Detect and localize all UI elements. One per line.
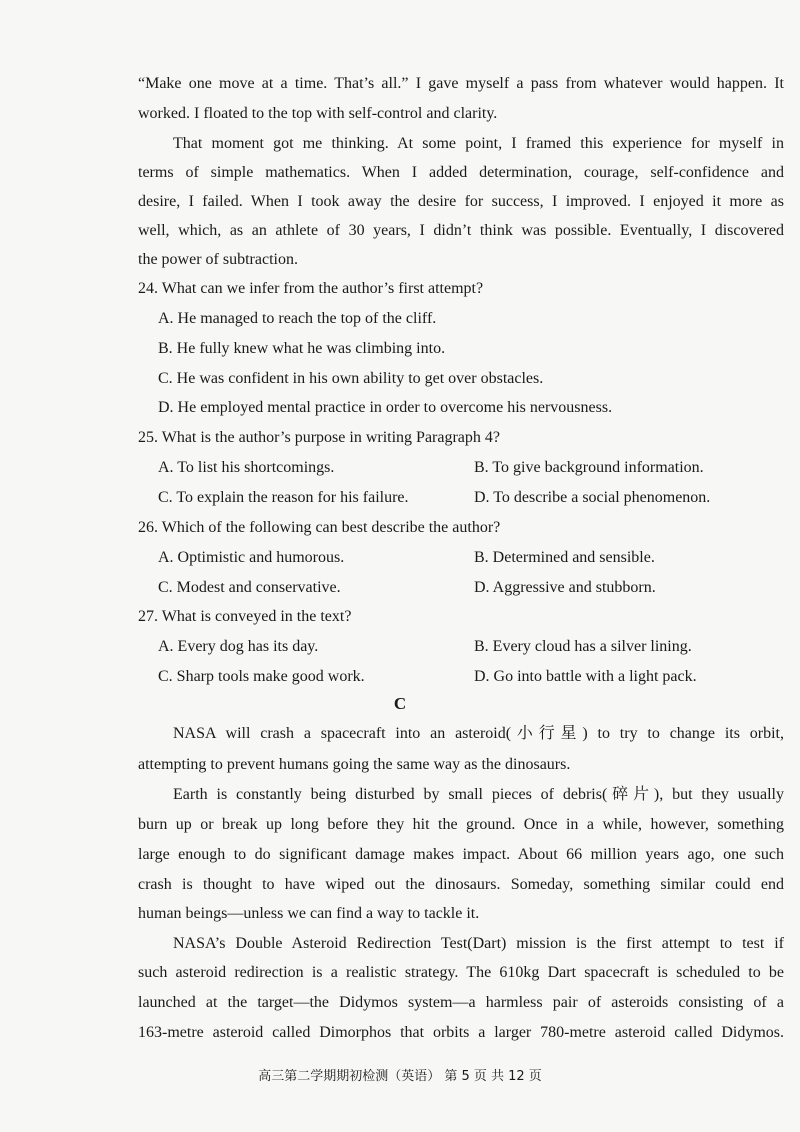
passage-c-p2-line-3: large enough to do significant damage makes impact. About 66 million years ago, one such — [138, 846, 784, 863]
question-26-option-c: C. Modest and conservative. — [158, 579, 341, 596]
passage-c-p1-line-2: attempting to prevent humans going the same way as the dinosaurs. — [138, 756, 571, 773]
question-27-option-d: D. Go into battle with a light pack. — [474, 668, 697, 685]
question-24-stem: 24. What can we infer from the author’s first attempt? — [138, 280, 484, 297]
passage-c-heading: C — [393, 694, 407, 713]
question-26-option-a: A. Optimistic and humorous. — [158, 549, 345, 566]
question-26-option-d: D. Aggressive and stubborn. — [474, 579, 656, 596]
passage-b-p1-line-2: worked. I floated to the top with self-control and clarity. — [138, 105, 498, 122]
passage-c-p3-line-1: NASA’s Double Asteroid Redirection Test(Dart) mission is the first attempt to test if — [173, 935, 784, 952]
question-26-stem: 26. Which of the following can best describe the author? — [138, 519, 501, 536]
question-25-option-b: B. To give background information. — [474, 459, 704, 476]
passage-c-p3-line-3: launched at the target—the Didymos system—a harmless pair of asteroids consisting of a — [138, 994, 784, 1011]
passage-b-p2-line-3: desire, I failed. When I took away the desire for success, I improved. I enjoyed it more as — [138, 193, 784, 210]
question-24-option-b: B. He fully knew what he was climbing into. — [158, 340, 446, 357]
passage-b-p2-line-5: the power of subtraction. — [138, 251, 298, 268]
question-25-option-c: C. To explain the reason for his failure. — [158, 489, 409, 506]
question-25-stem: 25. What is the author’s purpose in writing Paragraph 4? — [138, 429, 500, 446]
page-footer: 高三第二学期期初检测（英语） 第 5 页 共 12 页 — [258, 1069, 542, 1084]
passage-b-p2-line-2: terms of simple mathematics. When I added determination, courage, self-confidence and — [138, 164, 784, 181]
passage-c-p3-line-4: 163-metre asteroid called Dimorphos that orbits a larger 780-metre asteroid called Didymos. — [138, 1024, 784, 1041]
passage-c-p2-line-5: human beings—unless we can find a way to tackle it. — [138, 905, 480, 922]
question-26-option-b: B. Determined and sensible. — [474, 549, 655, 566]
passage-b-p2-line-4: well, which, as an athlete of 30 years, I didn’t think was possible. Eventually, I discovered — [138, 222, 784, 239]
question-27-option-c: C. Sharp tools make good work. — [158, 668, 365, 685]
passage-c-p1-line-1: NASA will crash a spacecraft into an asteroid(小行星) to try to change its orbit, — [173, 725, 784, 742]
passage-b-p1-line-1: “Make one move at a time. That’s all.” I gave myself a pass from whatever would happen. It — [138, 75, 784, 92]
question-25-option-a: A. To list his shortcomings. — [158, 459, 335, 476]
question-24-option-a: A. He managed to reach the top of the cliff. — [158, 310, 437, 327]
question-24-option-c: C. He was confident in his own ability to get over obstacles. — [158, 370, 544, 387]
passage-c-p3-line-2: such asteroid redirection is a realistic strategy. The 610kg Dart spacecraft is scheduled to be — [138, 964, 784, 981]
passage-c-p2-line-2: burn up or break up long before they hit the ground. Once in a while, however, something — [138, 816, 784, 833]
question-25-option-d: D. To describe a social phenomenon. — [474, 489, 711, 506]
question-27-option-a: A. Every dog has its day. — [158, 638, 319, 655]
question-27-option-b: B. Every cloud has a silver lining. — [474, 638, 692, 655]
passage-b-p2-line-1: That moment got me thinking. At some point, I framed this experience for myself in — [173, 135, 784, 152]
question-27-stem: 27. What is conveyed in the text? — [138, 608, 352, 625]
passage-c-p2-line-1: Earth is constantly being disturbed by small pieces of debris(碎片), but they usually — [173, 786, 784, 803]
question-24-option-d: D. He employed mental practice in order to overcome his nervousness. — [158, 399, 613, 416]
passage-c-p2-line-4: crash is thought to have wiped out the dinosaurs. Someday, something similar could end — [138, 876, 784, 893]
